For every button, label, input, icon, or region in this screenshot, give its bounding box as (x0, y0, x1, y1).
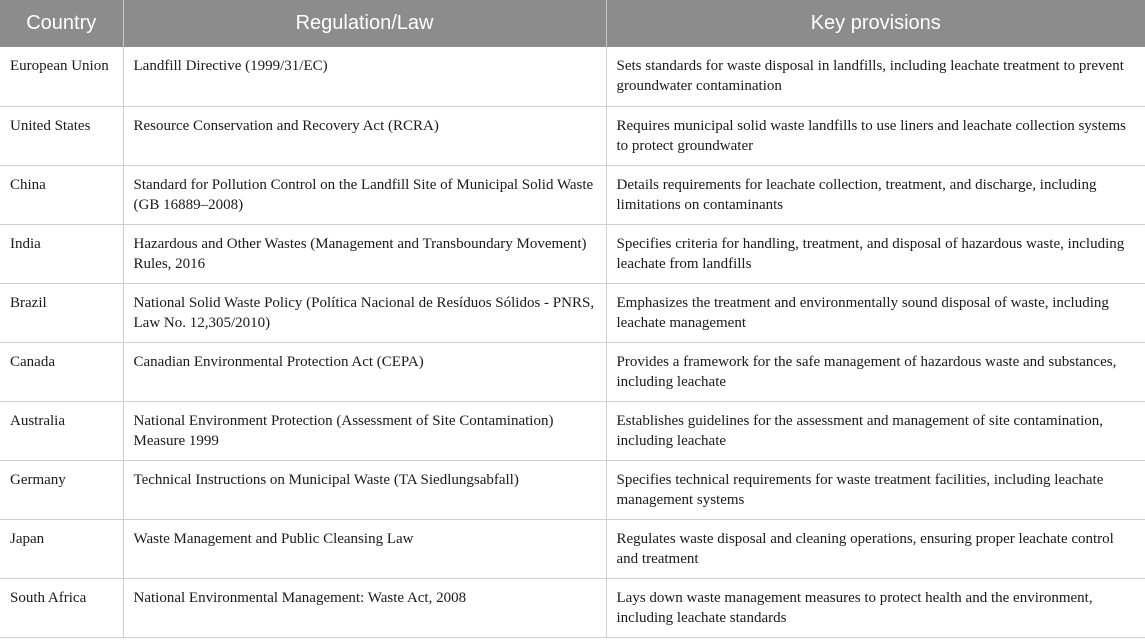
cell-provisions: Lays down waste management measures to protect health and the environment, including leachate standards (606, 578, 1145, 637)
header-provisions: Key provisions (606, 0, 1145, 47)
cell-regulation: National Solid Waste Policy (Política Nacional de Resíduos Sólidos - PNRS, Law No. 12,305/2010) (123, 283, 606, 342)
cell-country: Japan (0, 519, 123, 578)
table-row (0, 165, 1145, 224)
cell-country: Germany (0, 460, 123, 519)
cell-country: Brazil (0, 283, 123, 342)
cell-regulation: Technical Instructions on Municipal Waste (TA Siedlungsabfall) (123, 460, 606, 519)
table-header (0, 0, 1145, 47)
cell-provisions: Provides a framework for the safe management of hazardous waste and substances, including leachate (606, 342, 1145, 401)
table-row (0, 578, 1145, 637)
table-body (0, 47, 1145, 637)
table-row (0, 460, 1145, 519)
header-regulation: Regulation/Law (123, 0, 606, 47)
table-row (0, 47, 1145, 106)
cell-regulation: National Environment Protection (Assessment of Site Contamination) Measure 1999 (123, 401, 606, 460)
table-row (0, 224, 1145, 283)
cell-regulation: Resource Conservation and Recovery Act (RCRA) (123, 106, 606, 165)
cell-country: Canada (0, 342, 123, 401)
table-row (0, 283, 1145, 342)
cell-regulation: National Environmental Management: Waste Act, 2008 (123, 578, 606, 637)
header-country: Country (0, 0, 123, 47)
table-row (0, 106, 1145, 165)
cell-provisions: Establishes guidelines for the assessment and management of site contamination, including leachate (606, 401, 1145, 460)
cell-provisions: Emphasizes the treatment and environmentally sound disposal of waste, including leachate management (606, 283, 1145, 342)
table-row (0, 342, 1145, 401)
cell-regulation: Standard for Pollution Control on the Landfill Site of Municipal Solid Waste (GB 16889–2008) (123, 165, 606, 224)
cell-provisions: Specifies criteria for handling, treatment, and disposal of hazardous waste, including leachate from landfills (606, 224, 1145, 283)
cell-provisions: Details requirements for leachate collection, treatment, and discharge, including limitations on contaminants (606, 165, 1145, 224)
cell-provisions: Regulates waste disposal and cleaning operations, ensuring proper leachate control and treatment (606, 519, 1145, 578)
cell-regulation: Hazardous and Other Wastes (Management and Transboundary Movement) Rules, 2016 (123, 224, 606, 283)
cell-provisions: Sets standards for waste disposal in landfills, including leachate treatment to prevent groundwater contamination (606, 47, 1145, 106)
cell-country: European Union (0, 47, 123, 106)
cell-regulation: Waste Management and Public Cleansing Law (123, 519, 606, 578)
table-row (0, 519, 1145, 578)
cell-provisions: Requires municipal solid waste landfills to use liners and leachate collection systems to protect groundwater (606, 106, 1145, 165)
cell-regulation: Landfill Directive (1999/31/EC) (123, 47, 606, 106)
header-row (0, 0, 1145, 47)
cell-country: South Africa (0, 578, 123, 637)
cell-country: India (0, 224, 123, 283)
cell-country: Australia (0, 401, 123, 460)
cell-country: United States (0, 106, 123, 165)
cell-provisions: Specifies technical requirements for waste treatment facilities, including leachate management systems (606, 460, 1145, 519)
table-row (0, 401, 1145, 460)
cell-country: China (0, 165, 123, 224)
cell-regulation: Canadian Environmental Protection Act (CEPA) (123, 342, 606, 401)
